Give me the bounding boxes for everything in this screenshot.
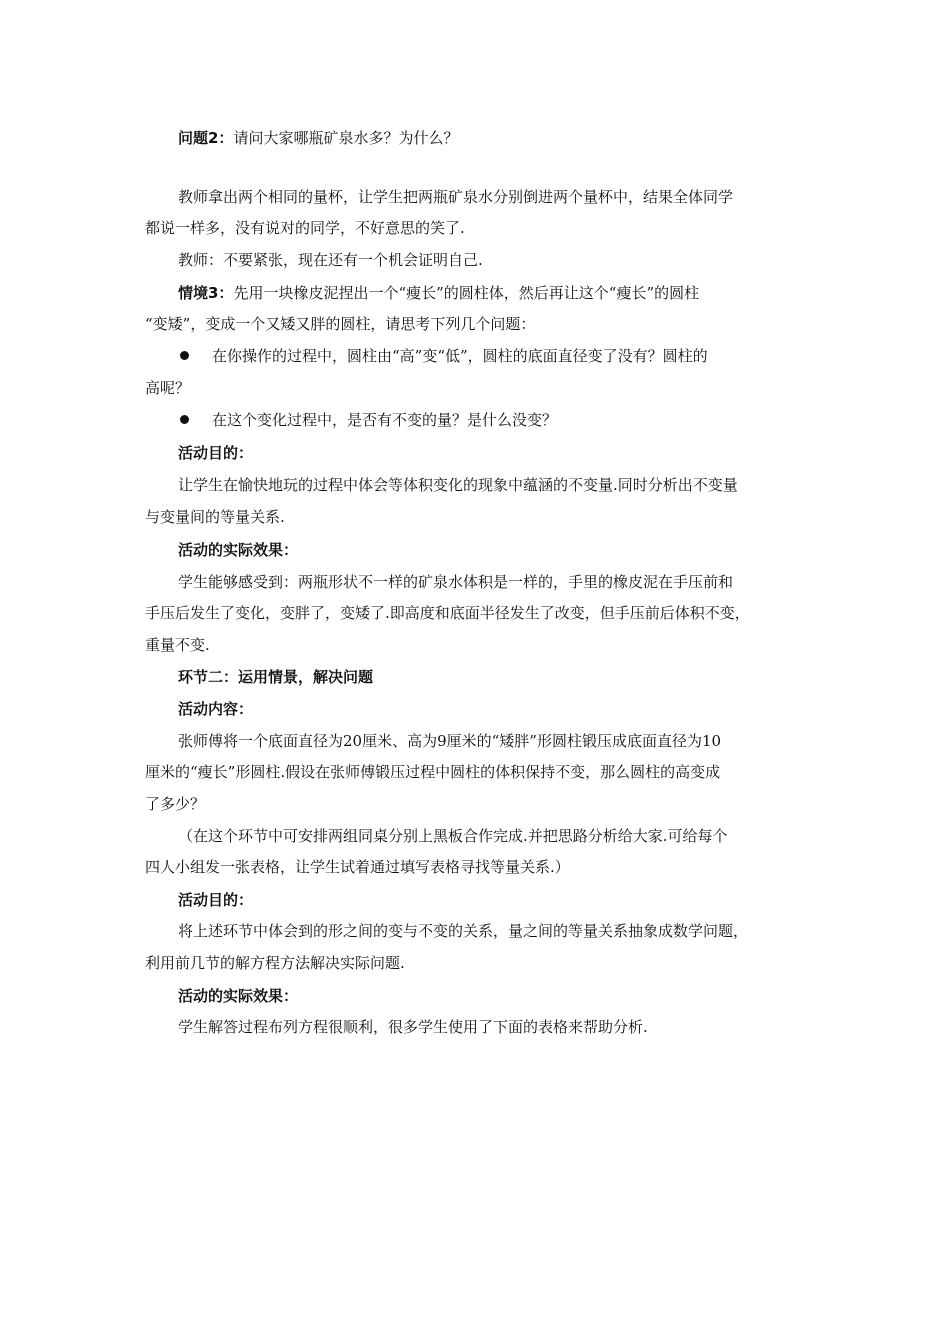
note-line: （在这个环节中可安排两组同桌分别上黑板合作完成.并把思路分析给大家.可给每个 <box>178 827 728 845</box>
paragraph-line: 都说一样多，没有说对的同学，不好意思的笑了. <box>145 219 465 237</box>
heading-activity-goal: 活动目的： <box>178 891 254 909</box>
paragraph-line: 让学生在愉快地玩的过程中体会等体积变化的现象中蕴涵的不变量.同时分析出不变量 <box>178 476 738 494</box>
situation-3 <box>178 283 699 303</box>
paragraph-line: 教师拿出两个相同的量杯，让学生把两瓶矿泉水分别倒进两个量杯中，结果全体同学 <box>178 188 734 206</box>
bullet-item-continued: 高呢？ <box>145 379 191 397</box>
paragraph-line: “变矮”，变成一个又矮又胖的圆柱，请思考下列几个问题： <box>145 315 536 333</box>
paragraph-line: 将上述环节中体会到的形之间的变与不变的关系，量之间的等量关系抽象成数学问题， <box>178 922 749 940</box>
paragraph-line: 与变量间的等量关系. <box>145 508 285 526</box>
heading-activity-effect: 活动的实际效果： <box>178 987 299 1005</box>
paragraph-line: 厘米的“瘦长”形圆柱.假设在张师傅锻压过程中圆柱的体积保持不变，那么圆柱的高变成 <box>145 763 721 781</box>
paragraph-line: 教师：不要紧张，现在还有一个机会证明自己. <box>178 251 483 269</box>
question-2-text: 请问大家哪瓶矿泉水多？为什么？ <box>233 129 459 147</box>
paragraph-line: 了多少？ <box>145 795 206 813</box>
bullet-icon <box>180 415 189 424</box>
situation-3-text: 先用一块橡皮泥捏出一个“瘦长”的圆柱体，然后再让这个“瘦长”的圆柱 <box>233 284 700 302</box>
paragraph-line: 张师傅将一个底面直径为20厘米、高为9厘米的“矮胖”形圆柱锻压成底面直径为10 <box>178 732 722 750</box>
bullet-item: 在这个变化过程中，是否有不变的量？是什么没变？ <box>212 411 558 429</box>
heading-section-2: 环节二：运用情景，解决问题 <box>178 668 374 686</box>
paragraph-line: 手压后发生了变化，变胖了，变矮了.即高度和底面半径发生了改变，但手压前后体积不变， <box>145 604 750 622</box>
bullet-item: 在你操作的过程中，圆柱由“高”变“低”，圆柱的底面直径变了没有？圆柱的 <box>212 347 708 365</box>
paragraph-line: 学生能够感受到：两瓶形状不一样的矿泉水体积是一样的，手里的橡皮泥在手压前和 <box>178 573 734 591</box>
situation-3-label: 情境3： <box>178 284 234 302</box>
heading-activity-effect: 活动的实际效果： <box>178 541 299 559</box>
note-line: 四人小组发一张表格，让学生试着通过填写表格寻找等量关系.） <box>145 858 570 876</box>
bullet-icon <box>180 351 189 360</box>
paragraph-line: 学生解答过程布列方程很顺利，很多学生使用了下面的表格来帮助分析. <box>178 1018 648 1036</box>
heading-activity-goal: 活动目的： <box>178 444 254 462</box>
heading-activity-content: 活动内容： <box>178 700 254 718</box>
question-2 <box>178 128 458 148</box>
paragraph-line: 重量不变. <box>145 636 210 654</box>
paragraph-line: 利用前几节的解方程方法解决实际问题. <box>145 954 405 972</box>
question-2-label: 问题2： <box>178 129 234 147</box>
